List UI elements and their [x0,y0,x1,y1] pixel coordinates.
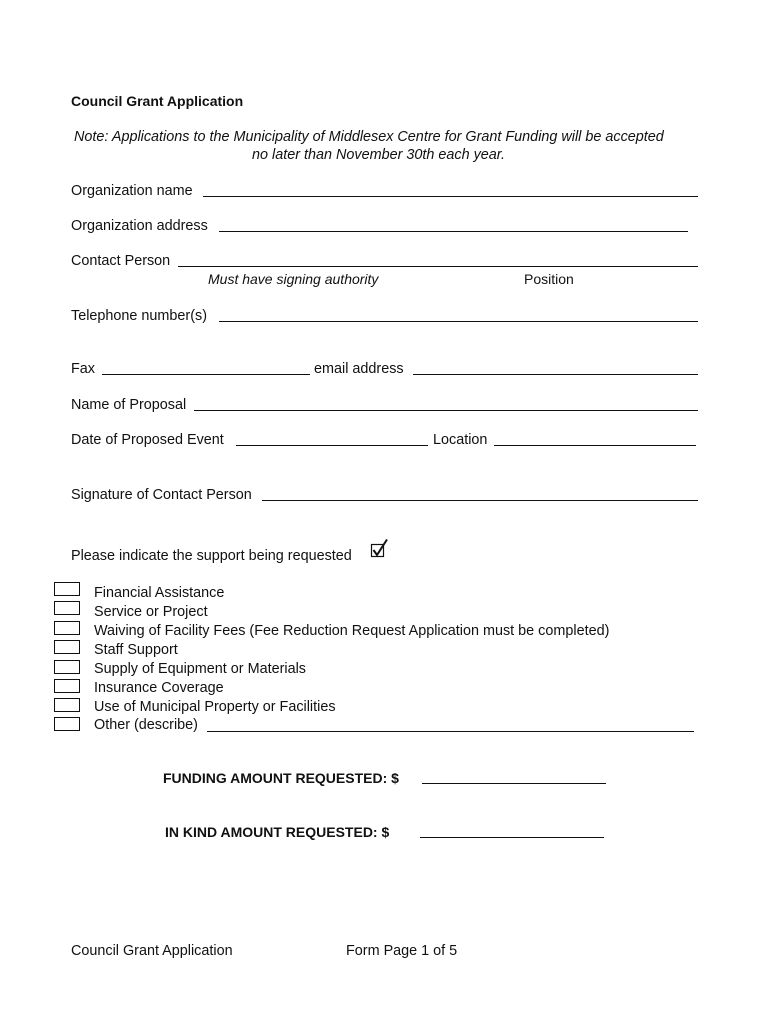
note-line-2: no later than November 30th each year. [252,147,506,163]
option-label: Staff Support [94,642,178,658]
note-line-1: Note: Applications to the Municipality of Middlesex Centre for Grant Funding will be accepted [74,129,664,145]
signature-field[interactable] [262,500,698,501]
funding-amount-label: FUNDING AMOUNT REQUESTED: $ [163,770,399,786]
checkbox-insurance-coverage[interactable] [54,679,80,693]
inkind-amount-field[interactable] [420,837,604,838]
funding-amount-field[interactable] [422,783,606,784]
email-label: email address [314,361,404,377]
option-label: Other (describe) [94,717,198,733]
event-date-label: Date of Proposed Event [71,432,224,448]
org-name-label: Organization name [71,183,193,199]
checkbox-financial-assistance[interactable] [54,582,80,596]
event-date-field[interactable] [236,445,428,446]
option-label: Insurance Coverage [94,680,224,696]
footer-title: Council Grant Application [71,943,233,959]
location-field[interactable] [494,445,696,446]
page-title: Council Grant Application [71,93,244,109]
option-label: Supply of Equipment or Materials [94,661,306,677]
contact-person-field[interactable] [178,266,698,267]
location-label: Location [433,432,488,448]
org-name-field[interactable] [203,196,698,197]
telephone-label: Telephone number(s) [71,308,207,324]
org-address-label: Organization address [71,218,208,234]
checkbox-service-or-project[interactable] [54,601,80,615]
checkbox-other[interactable] [54,717,80,731]
checkbox-checked-icon [370,538,390,558]
support-prompt: Please indicate the support being requested [71,548,352,564]
signing-authority-caption: Must have signing authority [208,271,379,287]
checkbox-staff-support[interactable] [54,640,80,654]
contact-person-label: Contact Person [71,253,171,269]
checkbox-municipal-property[interactable] [54,698,80,712]
proposal-name-label: Name of Proposal [71,397,187,413]
inkind-amount-label: IN KIND AMOUNT REQUESTED: $ [165,824,390,840]
option-label: Use of Municipal Property or Facilities [94,699,336,715]
fax-label: Fax [71,361,95,377]
checkbox-waiving-facility-fees[interactable] [54,621,80,635]
fax-field[interactable] [102,374,310,375]
org-address-field[interactable] [219,231,688,232]
telephone-field[interactable] [219,321,698,322]
option-label: Waiving of Facility Fees (Fee Reduction Request Application must be completed) [94,623,610,639]
signature-label: Signature of Contact Person [71,487,252,503]
proposal-name-field[interactable] [194,410,698,411]
option-label: Service or Project [94,604,208,620]
option-label: Financial Assistance [94,585,225,601]
position-caption: Position [524,271,574,287]
footer-page-number: Form Page 1 of 5 [346,943,458,959]
other-describe-field[interactable] [207,731,694,732]
email-field[interactable] [413,374,698,375]
checkbox-supply-equipment[interactable] [54,660,80,674]
